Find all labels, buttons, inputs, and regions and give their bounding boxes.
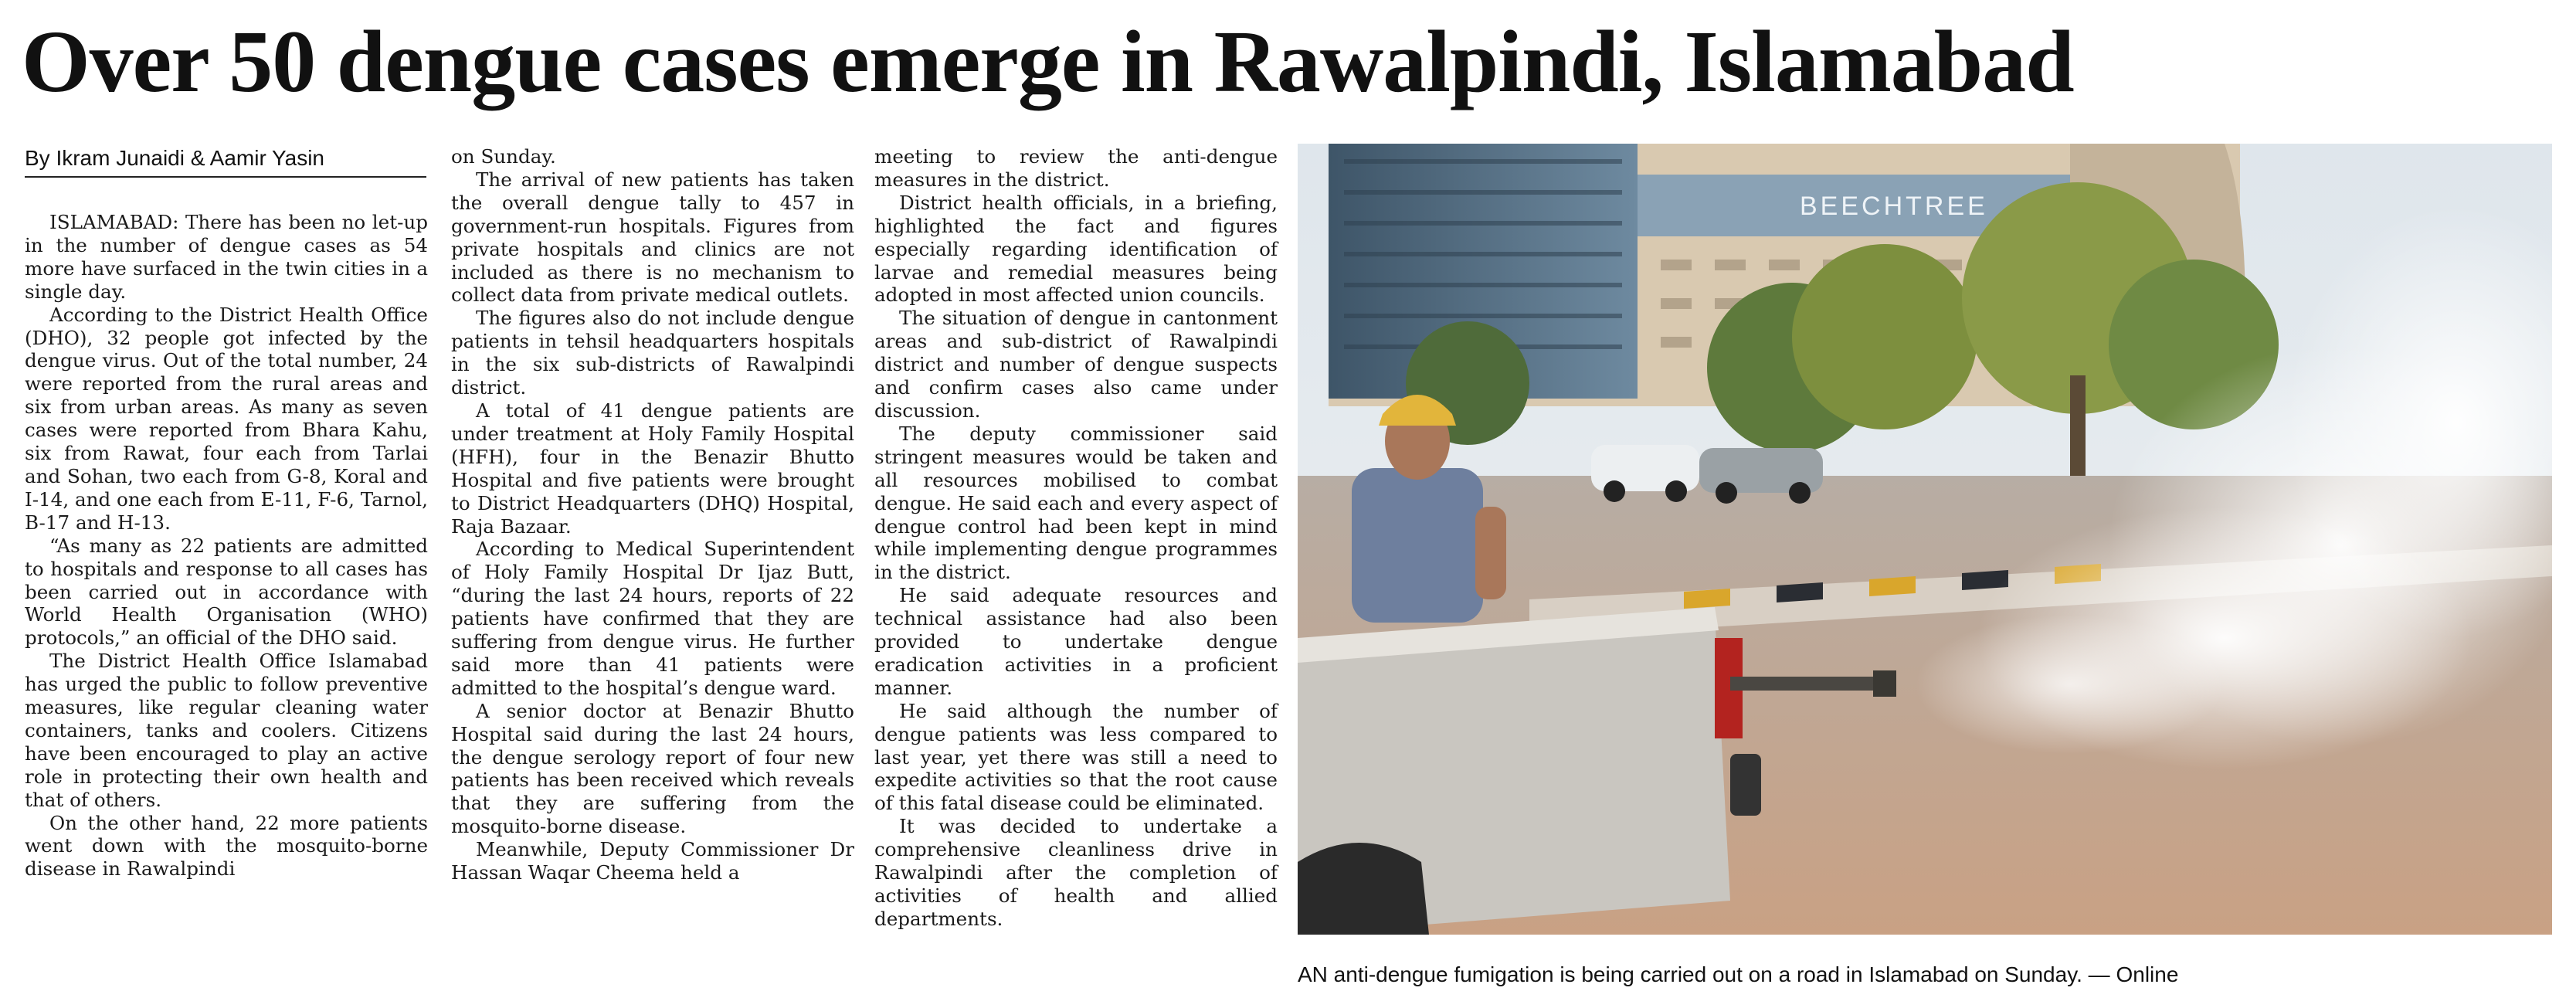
news-photo	[1298, 144, 2552, 935]
paragraph: “As many as 22 patients are admitted to hospitals and response to all cases has been carried out in accordance with World Health Organisation (WHO) protocols,” an official of the DHO said.	[25, 534, 428, 650]
fumigation-scene-illustration	[1298, 144, 2552, 935]
paragraph: Meanwhile, Deputy Commissioner Dr Hassan Waqar Cheema held a	[451, 838, 854, 884]
building-sign: BEECHTREE	[1800, 192, 1988, 221]
paragraph: The arrival of new patients has taken the overall dengue tally to 457 in government-run hospitals. Figures from private hospitals and clinics are not included as there is no mechanism to collect data from private medical outlets.	[451, 168, 854, 307]
paragraph: A senior doctor at Benazir Bhutto Hospital said during the last 24 hours, the dengue serology report of four new patients has been received which reveals that they are suffering from the mosquito-borne disease.	[451, 699, 854, 838]
paragraph: On the other hand, 22 more patients went down with the mosquito-borne disease in Rawalpindi	[25, 811, 428, 881]
article-column-3	[874, 145, 1278, 931]
paragraph: The District Health Office Islamabad has urged the public to follow preventive measures, like regular cleaning water containers, tanks and coolers. Citizens have been encouraged to play an active role in protecting their own health and that of others.	[25, 650, 428, 811]
headline: Over 50 dengue cases emerge in Rawalpindi, Islamabad	[22, 12, 2074, 110]
photo-caption: AN anti-dengue fumigation is being carried out on a road in Islamabad on Sunday. — Online	[1298, 962, 2179, 986]
paragraph: According to the District Health Office (DHO), 32 people got infected by the dengue virus. Out of the total number, 24 were reported from the rural areas and six from urban areas. As many as seven cases were reported from Bhara Kahu, six from Rawat, four each from Tarlai and Sohan, two each from G-8, Koral and I-14, and one each from E-11, F-6, Tarnol, B-17 and H-13.	[25, 303, 428, 534]
paragraph: The figures also do not include dengue patients in tehsil headquarters hospitals in the six sub-districts of Rawalpindi district.	[451, 307, 854, 399]
paragraph: According to Medical Superintendent of Holy Family Hospital Dr Ijaz Butt, “during the last 24 hours, reports of 22 patients have confirmed that they are suffering from dengue virus. He further said more than 41 patients were admitted to the hospital’s dengue ward.	[451, 538, 854, 699]
article-column-1	[25, 211, 428, 881]
article-column-2	[451, 145, 854, 884]
paragraph: District health officials, in a briefing, highlighted the fact and figures especially regarding identification of larvae and remedial measures being adopted in most affected union councils.	[874, 191, 1278, 307]
paragraph: It was decided to undertake a comprehensive cleanliness drive in Rawalpindi after the completion of activities of health and allied departments.	[874, 815, 1278, 930]
paragraph: He said adequate resources and technical assistance had also been provided to undertake dengue eradication activities in a proficient manner.	[874, 584, 1278, 699]
paragraph: A total of 41 dengue patients are under treatment at Holy Family Hospital (HFH), four in the Benazir Bhutto Hospital and five patients were brought to District Headquarters (DHQ) Hospital, Raja Bazaar.	[451, 399, 854, 538]
paragraph: The deputy commissioner said stringent measures would be taken and all resources mobilised to combat dengue. He said each and every aspect of dengue control had been kept in mind while implementing dengue programmes in the district.	[874, 422, 1278, 584]
byline: By Ikram Junaidi & Aamir Yasin	[25, 144, 426, 178]
paragraph: He said although the number of dengue patients was less compared to last year, yet there was still a need to expedite activities so that the root cause of this fatal disease could be eliminated.	[874, 699, 1278, 815]
paragraph: ISLAMABAD: There has been no let-up in the number of dengue cases as 54 more have surfaced in the twin cities in a single day.	[25, 211, 428, 303]
paragraph: meeting to review the anti-dengue measures in the district.	[874, 145, 1278, 191]
paragraph: on Sunday.	[451, 145, 556, 168]
paragraph: The situation of dengue in cantonment areas and sub-district of Rawalpindi district and number of dengue suspects and confirm cases also came under discussion.	[874, 307, 1278, 422]
